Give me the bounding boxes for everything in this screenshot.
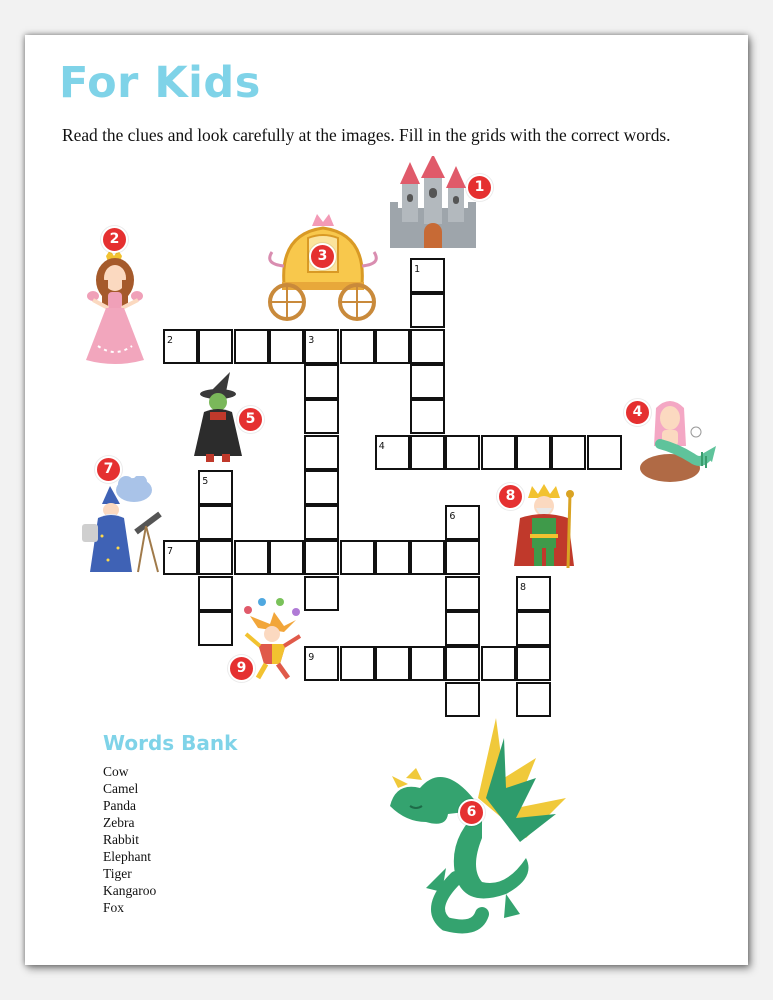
dragon-icon xyxy=(386,718,576,934)
crossword-cell[interactable] xyxy=(516,611,551,646)
crossword-cell[interactable] xyxy=(410,293,445,328)
crossword-cell[interactable] xyxy=(340,540,375,575)
words-bank-title: Words Bank xyxy=(103,731,238,755)
words-bank-list xyxy=(103,763,156,916)
badge-2: 2 xyxy=(101,226,128,253)
badge-4: 4 xyxy=(624,399,651,426)
crossword-cell[interactable] xyxy=(445,682,480,717)
princess-icon xyxy=(78,250,154,368)
crossword-cell[interactable] xyxy=(198,576,233,611)
crossword-cell[interactable] xyxy=(304,540,339,575)
crossword-cell[interactable] xyxy=(304,646,339,681)
crossword-cell[interactable] xyxy=(340,329,375,364)
crossword-cell[interactable] xyxy=(198,611,233,646)
clue-number-9: 9 xyxy=(308,652,315,664)
words-bank-item: Rabbit xyxy=(103,832,139,847)
crossword-cell[interactable] xyxy=(304,470,339,505)
words-bank-item: Camel xyxy=(103,781,139,796)
crossword-cell[interactable] xyxy=(304,576,339,611)
crossword-cell[interactable] xyxy=(516,682,551,717)
badge-1: 1 xyxy=(466,174,493,201)
clue-number-8: 8 xyxy=(520,581,527,593)
instructions-text: Read the clues and look carefully at the images. Fill in the grids with the correct words. xyxy=(62,125,671,145)
crossword-cell[interactable] xyxy=(234,329,269,364)
crossword-cell[interactable] xyxy=(304,435,339,470)
crossword-cell[interactable] xyxy=(551,435,586,470)
crossword-cell[interactable] xyxy=(375,329,410,364)
clue-number-3: 3 xyxy=(308,334,315,346)
castle-icon xyxy=(388,156,478,252)
crossword-cell[interactable] xyxy=(445,505,480,540)
words-bank-item: Kangaroo xyxy=(103,883,157,898)
badge-3: 3 xyxy=(309,243,336,270)
crossword-cell[interactable] xyxy=(410,364,445,399)
crossword-cell[interactable] xyxy=(198,540,233,575)
badge-9: 9 xyxy=(228,655,255,682)
crossword-cell[interactable] xyxy=(516,646,551,681)
clue-number-6: 6 xyxy=(449,511,456,523)
clue-number-4: 4 xyxy=(378,440,385,452)
crossword-cell[interactable] xyxy=(304,399,339,434)
crossword-cell[interactable] xyxy=(481,646,516,681)
crossword-cell[interactable] xyxy=(410,646,445,681)
crossword-cell[interactable] xyxy=(234,540,269,575)
crossword-cell[interactable] xyxy=(481,435,516,470)
crossword-cell[interactable] xyxy=(516,435,551,470)
words-bank-item: Cow xyxy=(103,764,129,779)
crossword-cell[interactable] xyxy=(304,364,339,399)
crossword-cell[interactable] xyxy=(269,329,304,364)
crossword-cell[interactable] xyxy=(410,540,445,575)
crossword-cell[interactable] xyxy=(375,646,410,681)
crossword-cell[interactable] xyxy=(445,646,480,681)
badge-8: 8 xyxy=(497,483,524,510)
wizard-icon xyxy=(80,476,166,576)
badge-6: 6 xyxy=(458,799,485,826)
crossword-cell[interactable] xyxy=(516,576,551,611)
crossword-cell[interactable] xyxy=(304,505,339,540)
clue-number-5: 5 xyxy=(202,475,209,487)
words-bank-item: Tiger xyxy=(103,866,132,881)
crossword-cell[interactable] xyxy=(410,435,445,470)
crossword-cell[interactable] xyxy=(587,435,622,470)
clue-number-1: 1 xyxy=(414,264,421,275)
crossword-cell[interactable] xyxy=(269,540,304,575)
crossword-cell[interactable] xyxy=(410,258,445,293)
badge-7: 7 xyxy=(95,456,122,483)
crossword-cell[interactable] xyxy=(163,540,198,575)
crossword-cell[interactable] xyxy=(375,540,410,575)
crossword-cell[interactable] xyxy=(198,470,233,505)
words-bank-item: Panda xyxy=(103,798,136,813)
clue-number-2: 2 xyxy=(167,334,174,346)
words-bank-item: Zebra xyxy=(103,815,135,830)
crossword-cell[interactable] xyxy=(445,540,480,575)
crossword-cell[interactable] xyxy=(163,329,198,364)
crossword-cell[interactable] xyxy=(445,576,480,611)
crossword-cell[interactable] xyxy=(445,611,480,646)
crossword-cell[interactable] xyxy=(304,329,339,364)
page-title: For Kids xyxy=(59,58,261,108)
clue-number-7: 7 xyxy=(167,546,174,558)
words-bank-item: Elephant xyxy=(103,849,151,864)
crossword-cell[interactable] xyxy=(375,435,410,470)
crossword-cell[interactable] xyxy=(410,399,445,434)
badge-5: 5 xyxy=(237,406,264,433)
crossword-cell[interactable] xyxy=(340,646,375,681)
crossword-cell[interactable] xyxy=(198,329,233,364)
crossword-cell[interactable] xyxy=(410,329,445,364)
crossword-cell[interactable] xyxy=(198,505,233,540)
words-bank-item: Fox xyxy=(103,900,125,915)
crossword-cell[interactable] xyxy=(445,435,480,470)
